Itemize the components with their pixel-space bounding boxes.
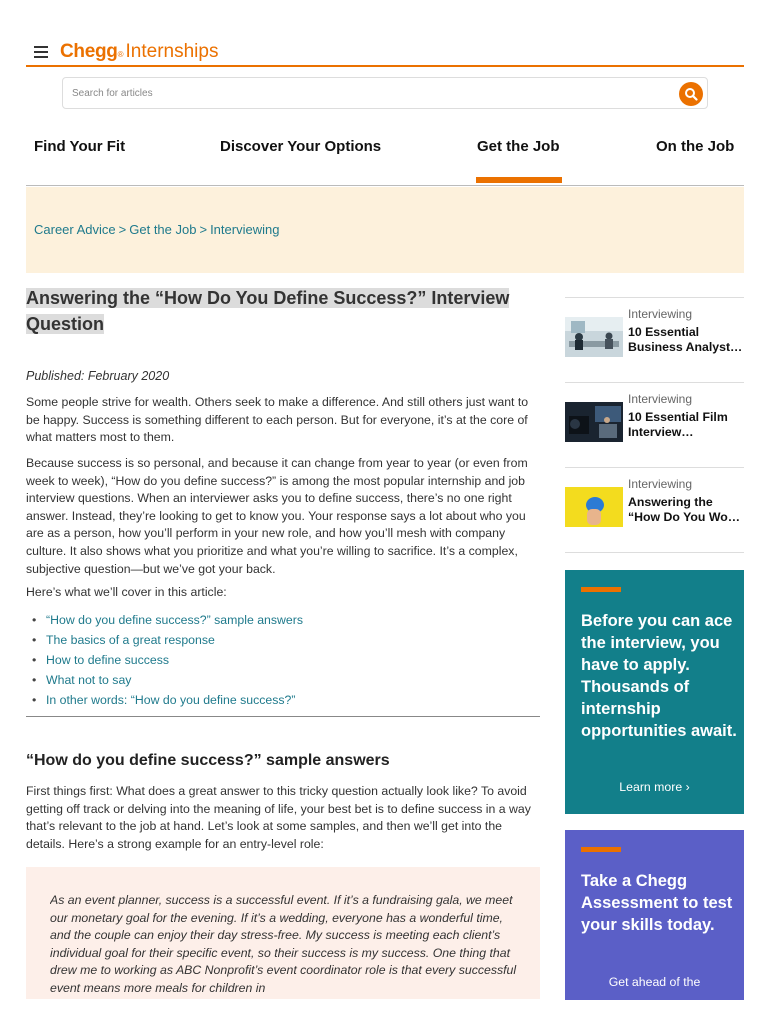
related-category: Interviewing — [628, 307, 693, 321]
toc-item — [30, 650, 530, 670]
related-article[interactable] — [565, 307, 744, 367]
breadcrumb-separator: > — [199, 222, 208, 237]
article-paragraph: First things first: What does a great answer to this tricky question actually look like? To avoid getting off track or delving into the meaning of life, your best bet is to define success in a way that’s relevant to the job at hand. Let’s look at some samples, and then we’ll get into the details. Here’s a strong example for an entry-level role: — [26, 784, 531, 851]
toc-link-what-not-to-say[interactable]: What not to say — [46, 673, 132, 687]
article-paragraph: Some people strive for wealth. Others seek to make a difference. And still others just want to be happy. Success is something different to each person. But for everyone, it’s at the core of what matters most to them. — [26, 395, 529, 445]
menu-icon[interactable] — [34, 46, 48, 58]
nav-get-the-job[interactable]: Get the Job — [477, 138, 560, 155]
related-thumbnail — [565, 317, 623, 357]
promo-accent-bar — [581, 847, 621, 852]
related-title: 10 Essential Film Interview… — [628, 410, 728, 439]
related-category: Interviewing — [628, 477, 693, 491]
related-thumbnail — [565, 487, 623, 527]
sidebar-divider — [565, 382, 744, 383]
logo-trademark: ® — [117, 50, 124, 59]
published-date: Published: February 2020 — [26, 369, 170, 383]
sidebar-divider — [565, 297, 744, 298]
sidebar-divider — [565, 467, 744, 468]
breadcrumb-separator: > — [118, 222, 127, 237]
related-title: 10 Essential Business Analyst… — [628, 325, 743, 354]
toc-link-basics[interactable]: The basics of a great response — [46, 633, 215, 647]
toc-link-in-other-words[interactable]: In other words: “How do you define success?” — [46, 693, 296, 707]
search-button[interactable] — [679, 82, 703, 106]
page-title-text: Answering the “How Do You Define Success?” Interview Question — [26, 288, 510, 334]
header-divider — [26, 65, 744, 67]
toc-item — [30, 670, 530, 690]
search-icon — [684, 87, 698, 101]
breadcrumb-get-the-job[interactable]: Get the Job — [129, 222, 197, 237]
related-article[interactable] — [565, 477, 744, 537]
toc-item — [30, 690, 530, 710]
promo-learn-more-link[interactable]: Learn more › — [619, 780, 690, 794]
related-thumbnail — [565, 402, 623, 442]
toc-link-how-to-define[interactable]: How to define success — [46, 653, 170, 667]
logo[interactable] — [60, 41, 218, 63]
breadcrumb-interviewing[interactable]: Interviewing — [210, 222, 280, 237]
nav-find-your-fit[interactable]: Find Your Fit — [34, 138, 126, 155]
related-title: Answering the “How Do You Wo… — [628, 495, 741, 524]
section-divider — [26, 716, 540, 717]
promo-text: Before you can ace the interview, you have to apply. Thousands of internship opportunities await. — [581, 612, 737, 740]
toc-item — [30, 630, 530, 650]
related-article[interactable] — [565, 392, 744, 452]
nav-divider — [26, 185, 744, 186]
page-title — [26, 285, 540, 337]
toc-link-sample-answers[interactable]: “How do you define success?” sample answers — [46, 613, 303, 627]
logo-product: Internships — [125, 41, 219, 62]
nav-discover-your-options[interactable]: Discover Your Options — [220, 138, 382, 155]
article-paragraph: Here’s what we’ll cover in this article: — [26, 585, 227, 599]
promo-get-ahead-link[interactable]: Get ahead of the — [608, 975, 701, 989]
promo-assessment-card — [565, 830, 744, 1000]
promo-apply-card — [565, 570, 744, 814]
section-heading: “How do you define success?” sample answers — [26, 752, 390, 769]
logo-brand: Chegg — [60, 41, 118, 62]
related-category: Interviewing — [628, 392, 693, 406]
nav-on-the-job[interactable]: On the Job — [656, 138, 735, 155]
breadcrumb — [34, 222, 279, 237]
table-of-contents — [30, 610, 530, 710]
promo-accent-bar — [581, 587, 621, 592]
main-nav — [26, 130, 744, 186]
search-bar — [62, 77, 708, 109]
search-input[interactable] — [63, 88, 663, 99]
top-bar — [26, 36, 744, 68]
promo-text: Take a Chegg Assessment to test your skills today. — [581, 872, 733, 934]
breadcrumb-career-advice[interactable]: Career Advice — [34, 222, 116, 237]
sample-answer-text: As an event planner, success is a successful event. If it’s a fundraising gala, we meet our monetary goal for the evening. If it’s a wedding, everyone has a wonderful time, and the couple can enjoy their day stress-free. My success is meeting each client’s individual goal for their specific event, so their success is my success. One thing that drew me to working as ABC Nonprofit’s event coordinator role is that every successful event means more meals for children in — [50, 893, 517, 995]
toc-item — [30, 610, 530, 630]
sidebar-divider — [565, 552, 744, 553]
nav-active-indicator — [476, 177, 562, 183]
article-paragraph: Because success is so personal, and because it can change from year to year (or even from week to week), “How do you define success?” is among the most popular internship and job interview questions. When an interviewer asks you to define success, there’s no one right answer. Instead, they’re looking to get to know you. Your response says a lot about who you are as a person, how you’ll perform in your new role, and how you’ll mesh with company culture. It also shows what you prioritize and what you’re willing to sacrifice. It’s a complex, subjective question—but we’ve got your back. — [26, 456, 528, 576]
